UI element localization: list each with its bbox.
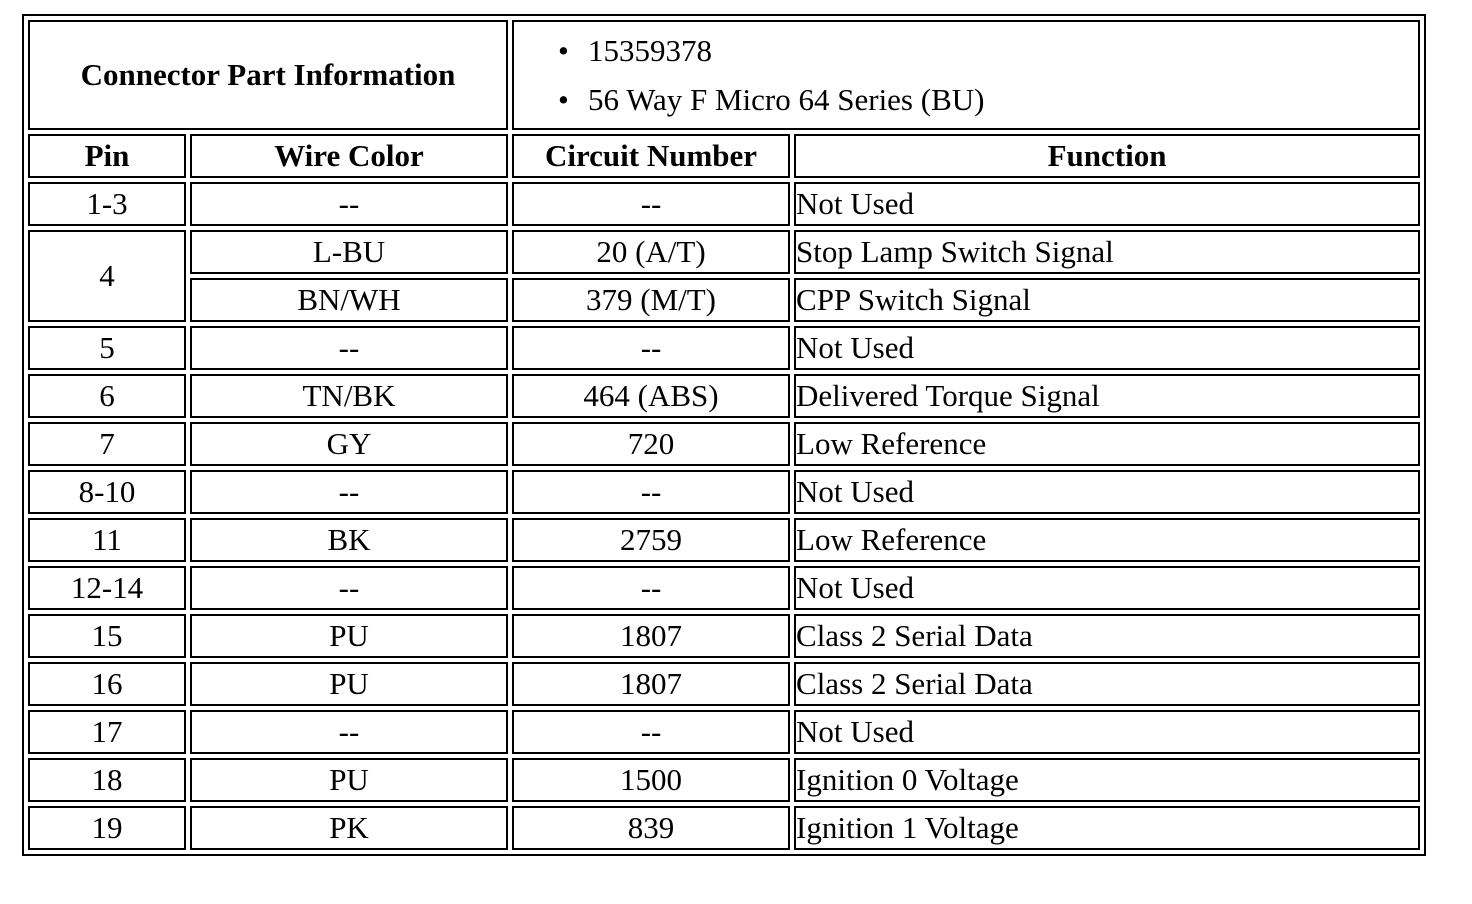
- function-cell: Ignition 1 Voltage: [794, 806, 1420, 850]
- table-row: [28, 182, 1420, 226]
- circuit-number-cell: --: [512, 566, 790, 610]
- circuit-number-cell: --: [512, 710, 790, 754]
- wire-color-cell: BN/WH: [190, 278, 508, 322]
- circuit-number-cell: 1807: [512, 614, 790, 658]
- pin-cell: 18: [28, 758, 186, 802]
- circuit-number-cell: --: [512, 470, 790, 514]
- table-row: [28, 230, 1420, 274]
- wire-color-cell: BK: [190, 518, 508, 562]
- circuit-number-cell: 2759: [512, 518, 790, 562]
- function-cell: Low Reference: [794, 518, 1420, 562]
- pin-cell: 4: [28, 230, 186, 322]
- function-cell: CPP Switch Signal: [794, 278, 1420, 322]
- table-row: [28, 518, 1420, 562]
- header-function: Function: [794, 134, 1420, 178]
- wire-color-cell: PU: [190, 614, 508, 658]
- wire-color-cell: --: [190, 566, 508, 610]
- circuit-number-cell: 720: [512, 422, 790, 466]
- circuit-number-cell: --: [512, 182, 790, 226]
- function-cell: Not Used: [794, 566, 1420, 610]
- circuit-number-cell: 20 (A/T): [512, 230, 790, 274]
- pin-cell: 15: [28, 614, 186, 658]
- function-cell: Class 2 Serial Data: [794, 662, 1420, 706]
- pin-cell: 16: [28, 662, 186, 706]
- pin-cell: 12-14: [28, 566, 186, 610]
- function-cell: Not Used: [794, 182, 1420, 226]
- function-cell: Delivered Torque Signal: [794, 374, 1420, 418]
- connector-table: [22, 14, 1426, 856]
- pin-cell: 17: [28, 710, 186, 754]
- connector-info-row: [28, 20, 1420, 130]
- circuit-number-cell: 464 (ABS): [512, 374, 790, 418]
- pin-cell: 11: [28, 518, 186, 562]
- function-cell: Low Reference: [794, 422, 1420, 466]
- connector-part-info-label: Connector Part Information: [28, 20, 508, 130]
- function-cell: Stop Lamp Switch Signal: [794, 230, 1420, 274]
- wire-color-cell: PK: [190, 806, 508, 850]
- pin-cell: 8-10: [28, 470, 186, 514]
- pin-cell: 7: [28, 422, 186, 466]
- connector-description: • 56 Way F Micro 64 Series (BU): [558, 75, 1418, 124]
- wire-color-cell: TN/BK: [190, 374, 508, 418]
- wire-color-cell: L-BU: [190, 230, 508, 274]
- pin-cell: 19: [28, 806, 186, 850]
- header-pin: Pin: [28, 134, 186, 178]
- table-row: [28, 278, 1420, 322]
- pin-cell: 5: [28, 326, 186, 370]
- table-row: [28, 566, 1420, 610]
- function-cell: Not Used: [794, 470, 1420, 514]
- table-row: [28, 662, 1420, 706]
- wire-color-cell: GY: [190, 422, 508, 466]
- connector-info-list: [514, 26, 1418, 124]
- table-row: [28, 614, 1420, 658]
- table-row: [28, 806, 1420, 850]
- header-wire-color: Wire Color: [190, 134, 508, 178]
- table-row: [28, 758, 1420, 802]
- pin-cell: 6: [28, 374, 186, 418]
- connector-part-info-values: [512, 20, 1420, 130]
- circuit-number-cell: --: [512, 326, 790, 370]
- table-row: [28, 422, 1420, 466]
- circuit-number-cell: 379 (M/T): [512, 278, 790, 322]
- wire-color-cell: --: [190, 326, 508, 370]
- part-number: • 15359378: [558, 26, 1418, 75]
- column-header-row: [28, 134, 1420, 178]
- wire-color-cell: --: [190, 470, 508, 514]
- pin-cell: 1-3: [28, 182, 186, 226]
- circuit-number-cell: 1807: [512, 662, 790, 706]
- wire-color-cell: PU: [190, 662, 508, 706]
- function-cell: Not Used: [794, 710, 1420, 754]
- circuit-number-cell: 1500: [512, 758, 790, 802]
- table-row: [28, 710, 1420, 754]
- table-row: [28, 326, 1420, 370]
- table-row: [28, 470, 1420, 514]
- function-cell: Class 2 Serial Data: [794, 614, 1420, 658]
- header-circuit-number: Circuit Number: [512, 134, 790, 178]
- function-cell: Not Used: [794, 326, 1420, 370]
- wire-color-cell: --: [190, 710, 508, 754]
- wire-color-cell: --: [190, 182, 508, 226]
- function-cell: Ignition 0 Voltage: [794, 758, 1420, 802]
- table-row: [28, 374, 1420, 418]
- wire-color-cell: PU: [190, 758, 508, 802]
- circuit-number-cell: 839: [512, 806, 790, 850]
